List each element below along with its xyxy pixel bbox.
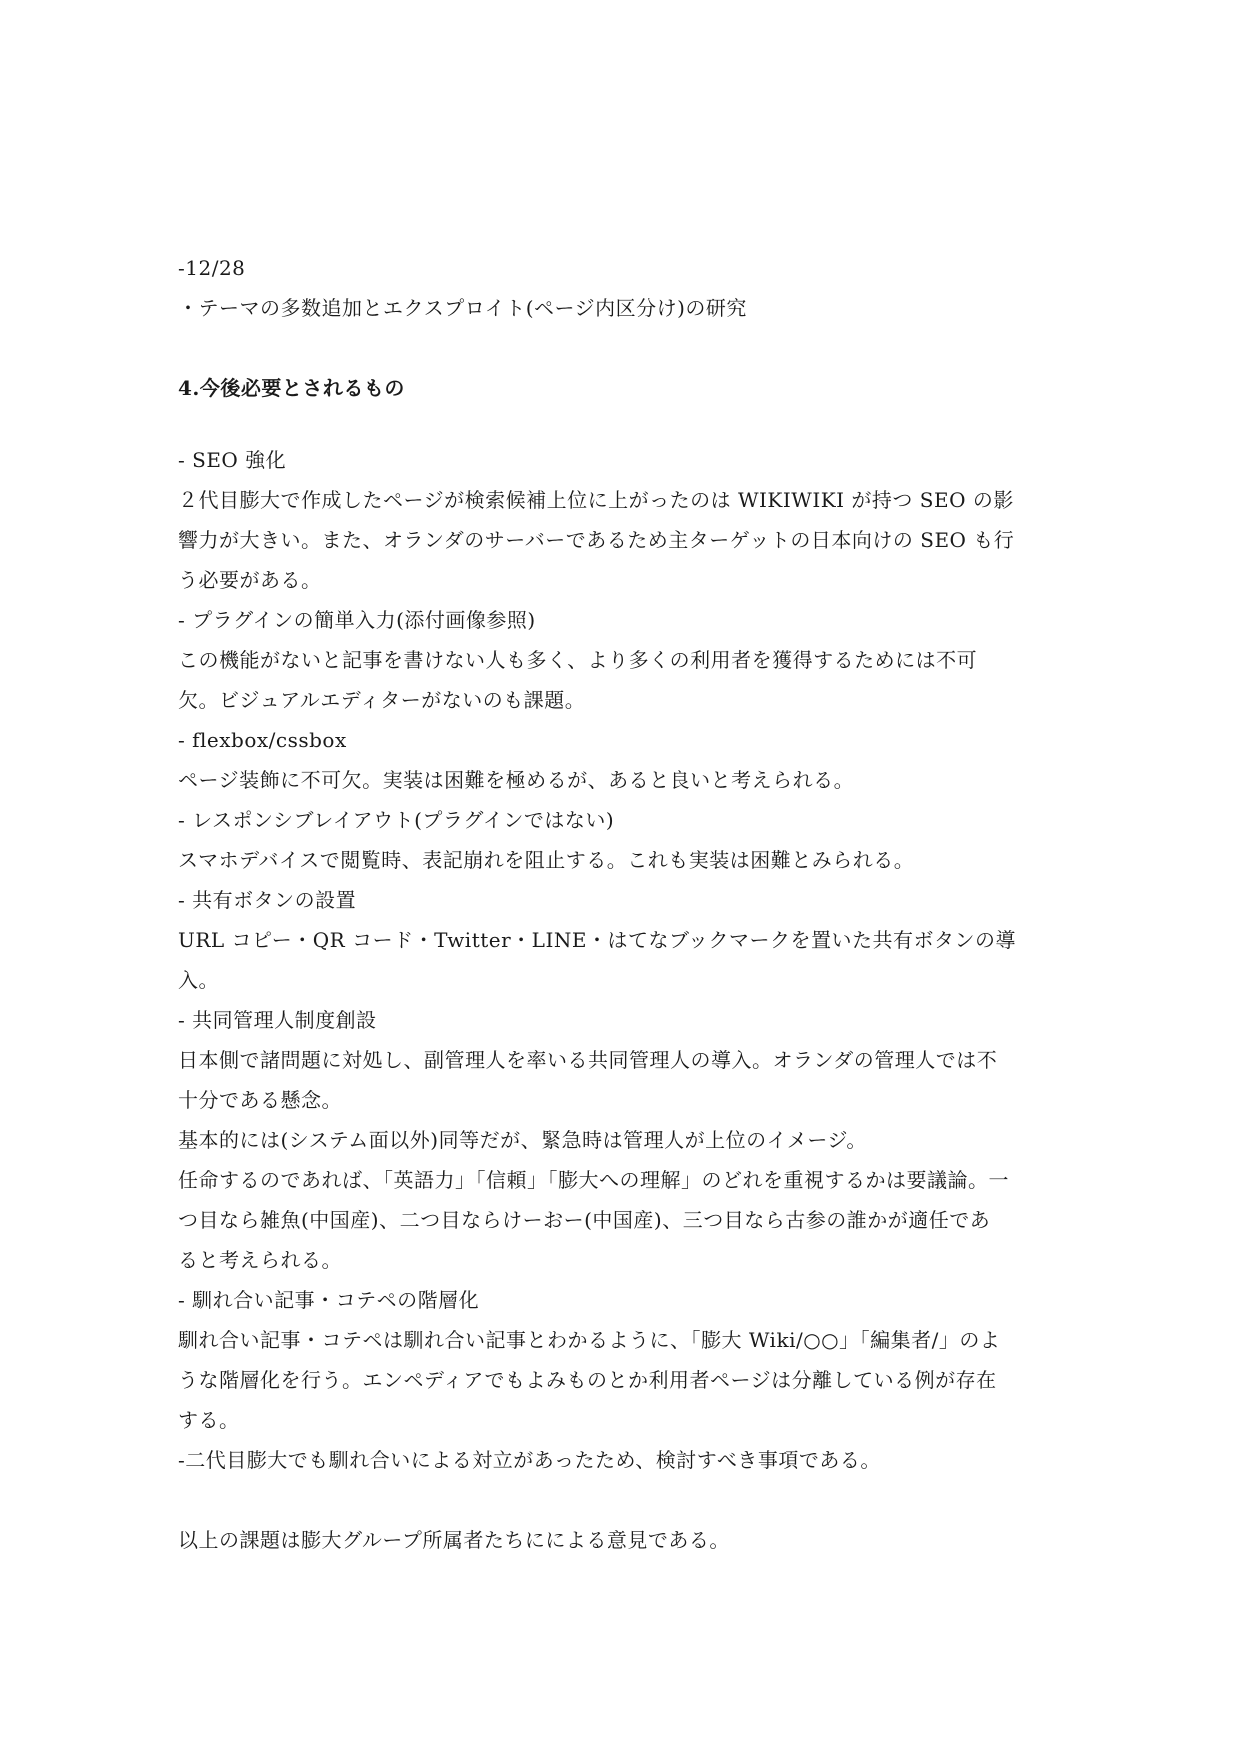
body-line: - レスポンシブレイアウト(プラグインではない) — [178, 808, 615, 832]
date-item: ・テーマの多数追加とエクスプロイト(ページ内区分け)の研究 — [178, 296, 747, 320]
body-line: う必要がある。 — [178, 568, 322, 592]
spacer — [178, 328, 1068, 368]
body-line: 入。 — [178, 968, 219, 992]
body-line: - SEO 強化 — [178, 448, 287, 472]
body-line: この機能がないと記事を書けない人も多く、より多くの利用者を獲得するためには不可 — [178, 648, 978, 672]
document-body — [178, 248, 1068, 1560]
body-line: 欠。ビジュアルエディターがないのも課題。 — [178, 688, 586, 712]
body-line: - プラグインの簡単入力(添付画像参照) — [178, 608, 536, 632]
body-line: URL コピー・QR コード・Twitter・LINE・はてなブックマークを置いた共有ボタンの導 — [178, 928, 1017, 952]
body-line: ２代目膨大で作成したページが検索候補上位に上がったのは WIKIWIKI が持つ SEO の影 — [178, 488, 1014, 512]
body-line: ると考えられる。 — [178, 1248, 342, 1272]
body-line: 基本的には(システム面以外)同等だが、緊急時は管理人が上位のイメージ。 — [178, 1128, 867, 1152]
body-line: - 共有ボタンの設置 — [178, 888, 357, 912]
date-line: -12/28 — [178, 256, 246, 280]
body-line: 日本側で諸問題に対処し、副管理人を率いる共同管理人の導入。オランダの管理人では不 — [178, 1048, 998, 1072]
body-line: - 共同管理人制度創設 — [178, 1008, 377, 1032]
body-line: - flexbox/cssbox — [178, 728, 347, 752]
spacer — [178, 1480, 1068, 1520]
section-heading: 4.今後必要とされるもの — [178, 376, 405, 400]
closing-line: 以上の課題は膨大グループ所属者たちにによる意見である。 — [178, 1528, 730, 1552]
body-line: - 馴れ合い記事・コテペの階層化 — [178, 1288, 480, 1312]
body-line: スマホデバイスで閲覧時、表記崩れを阻止する。これも実装は困難とみられる。 — [178, 848, 915, 872]
body-line: -二代目膨大でも馴れ合いによる対立があったため、検討すべき事項である。 — [178, 1448, 881, 1472]
body-line: 馴れ合い記事・コテペは馴れ合い記事とわかるように、「膨大 Wiki/○○」「編集者/」のよ — [178, 1328, 1001, 1352]
body-line: ページ装飾に不可欠。実装は困難を極めるが、あると良いと考えられる。 — [178, 768, 855, 792]
body-line: うな階層化を行う。エンペディアでもよみものとか利用者ページは分離している例が存在 — [178, 1368, 997, 1392]
spacer — [178, 408, 1068, 440]
body-line: する。 — [178, 1408, 240, 1432]
body-line: つ目なら雑魚(中国産)、二つ目ならけーおー(中国産)、三つ目なら古参の誰かが適任であ — [178, 1208, 991, 1232]
body-line: 響力が大きい。また、オランダのサーバーであるため主ターゲットの日本向けの SEO も行 — [178, 528, 1015, 552]
body-line: 十分である懸念。 — [178, 1088, 342, 1112]
body-line: 任命するのであれば、「英語力」「信頼」「膨大への理解」のどれを重視するかは要議論。一 — [178, 1168, 1009, 1192]
